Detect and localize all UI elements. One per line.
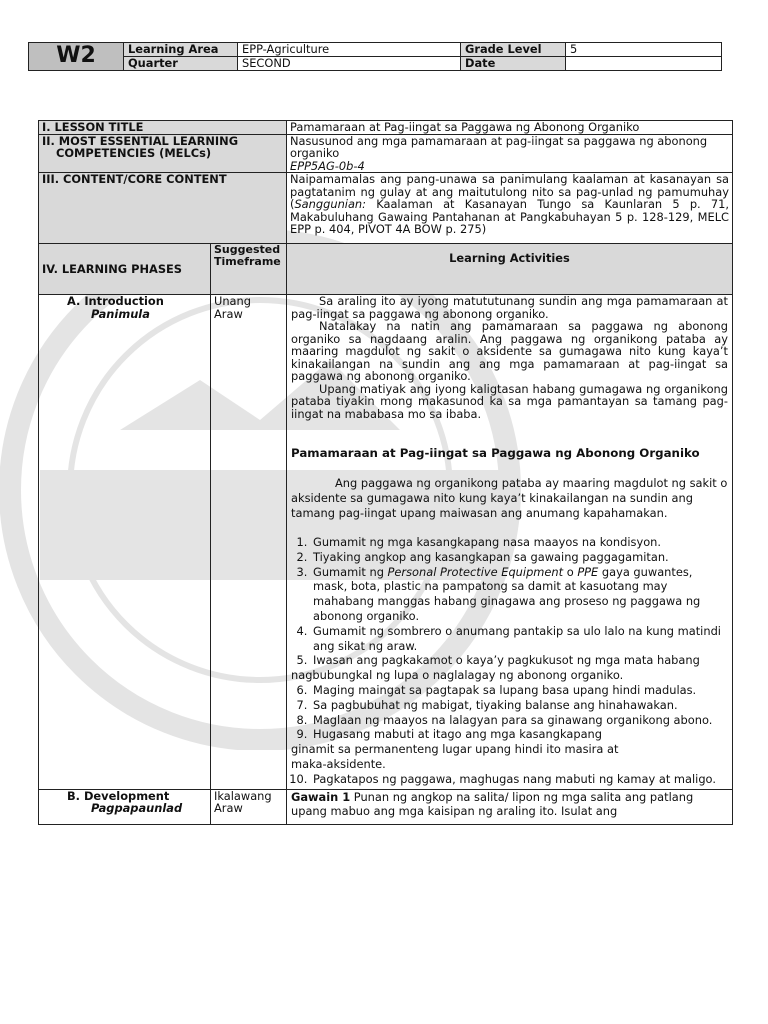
introduction-subtitle: Panimula (91, 306, 150, 321)
melc-value-cell (287, 134, 733, 173)
list-item: 6. Maging maingat sa pagtapak sa lupang basa upang hindi madulas. (311, 683, 728, 698)
list-item-5-continuation: nagbubungkal ng lupa o naglalagay ng abonong organiko. (291, 668, 624, 683)
development-phase (39, 789, 211, 824)
quarter-value: SECOND (238, 57, 461, 71)
list-item: 10. Pagkatapos ng paggawa, maghugas nang mabuti ng kamay at maligo. (311, 772, 728, 787)
content-text-a: Naipamamalas ang pang-unawa sa panimulang kaalaman at kasanayan sa pagtatanim ng gulay at ang maitutulong nito sa pag-unlad ng pamumuhay ( (290, 172, 729, 211)
lesson-title-value: Pamamaraan at Pag-iingat sa Paggawa ng Abonong Organiko (287, 121, 733, 135)
introduction-activities (287, 295, 733, 790)
content-source-label: Sanggunian: (294, 197, 366, 211)
precautions-list (291, 535, 728, 668)
development-subtitle: Pagpapaunlad (91, 801, 183, 816)
list-item-3-ppe: Personal Protective Equipment (387, 564, 564, 579)
list-item-9-continuation-b: maka-aksidente. (291, 756, 386, 771)
content-text-b: Kaalaman at Kasanayan Tungo sa Kaunlaran 5 p. 71, Makabuluhang Gawaing Pantahanan at Pangkabuhayan 5 p. 128-129, MELC EPP p. 404, PIVOT 4A BOW p. 275) (290, 197, 729, 236)
header-table (28, 42, 722, 71)
timeframe-label: Suggested Timeframe (211, 244, 287, 295)
list-item: 2. Tiyaking angkop ang kasangkapan sa gawaing paggagamitan. (311, 550, 728, 565)
grade-level-value: 5 (566, 43, 722, 57)
list-item: 5. Iwasan ang pagkakamot o kaya’y pagkukusot ng mga mata habang (311, 653, 728, 668)
list-item-9-continuation-a: ginamit sa permanenteng lugar upang hindi ito masira at (291, 742, 619, 757)
melc-label (39, 134, 287, 173)
melc-label-line2: COMPETENCIES (MELCs) (56, 146, 212, 160)
grade-level-label: Grade Level (461, 43, 566, 57)
development-timeframe: Ikalawang Araw (211, 789, 287, 824)
learning-phases-label: IV. LEARNING PHASES (39, 244, 211, 295)
quarter-label: Quarter (124, 57, 238, 71)
content-value (287, 173, 733, 244)
section-intro-paragraph: Ang paggawa ng organikong pataba ay maaring magdulot ng sakit o aksidente sa gumagawa nito kung kaya’t kinakailangan na sundin ang tamang pag-iingat upang maiwasan ang anumang kapahamakan. (291, 476, 728, 520)
learning-area-label: Learning Area (124, 43, 238, 57)
development-activities (287, 789, 733, 824)
melc-value: Nasusunod ang mga pamamaraan at pag-iingat sa paggawa ng abonong organiko (290, 133, 708, 160)
melc-label-line1: II. MOST ESSENTIAL LEARNING (42, 133, 239, 148)
precautions-list-continued (291, 683, 728, 742)
week-label: W2 (29, 43, 124, 71)
precautions-list-final (291, 772, 728, 787)
list-item: 1. Gumamit ng mga kasangkapang nasa maayos na kondisyon. (311, 535, 728, 550)
list-item: 9. Hugasang mabuti at itago ang mga kasangkapang (311, 727, 728, 742)
list-item: 4. Gumamit ng sombrero o anumang pantakip sa ulo lalo na kung matindi ang sikat ng araw. (311, 624, 728, 654)
list-item: 8. Maglaan ng maayos na lalagyan para sa ginawang organikong abono. (311, 713, 728, 728)
introduction-phase (39, 295, 211, 790)
intro-paragraph-1: Sa araling ito ay iyong matututunang sundin ang mga pamamaraan at pag-iingat sa paggawa ng abonong organiko. (291, 294, 728, 321)
list-item-3-ppe-abbr: PPE (577, 564, 599, 579)
list-item-3a: Gumamit ng (313, 564, 388, 579)
gawain-text: Punan ng angkop na salita/ lipon ng mga salita ang patlang upang mabuo ang mga kaisipan ng araling ito. Isulat ang (291, 789, 694, 819)
development-title: B. Development (67, 788, 170, 803)
list-item-3c: gaya guwantes, mask, bota, plastic na pampatong sa damit at kasuotang may mahabang manggas habang ginagawa ang proseso ng paggawa ng abonong organiko. (313, 564, 701, 623)
content-label: III. CONTENT/CORE CONTENT (39, 173, 287, 244)
section-subtitle: Pamamaraan at Pag-iingat sa Paggawa ng Abonong Organiko (291, 446, 700, 460)
list-item-3b: o (563, 564, 578, 579)
list-item (311, 565, 728, 624)
list-item: 7. Sa pagbubuhat ng mabigat, tiyaking balanse ang hinahawakan. (311, 698, 728, 713)
lesson-title-label: I. LESSON TITLE (39, 121, 287, 135)
learning-area-value: EPP-Agriculture (238, 43, 461, 57)
melc-code: EPP5AG-0b-4 (290, 158, 365, 173)
lesson-table (38, 120, 733, 825)
gawain-label: Gawain 1 (291, 789, 351, 804)
date-value (566, 57, 722, 71)
intro-paragraph-3: Upang matiyak ang iyong kaligtasan habang gumagawa ng organikong pataba tiyakin mong makasunod ka sa mga pamantayan sa tamang pag-iingat na mababasa mo sa ibaba. (291, 381, 728, 421)
intro-paragraph-2: Natalakay na natin ang pamamaraan sa paggawa ng abonong organiko sa nagdaang aralin. Ang paggawa ng organikong pataba ay maaring magdulot ng sakit o aksidente sa gumagawa nito kung kaya’t kinakailangan na sundin ang ang mga pamamaraan at pag-iingat sa paggawa ng abonong organiko. (291, 319, 728, 383)
introduction-title: A. Introduction (67, 294, 164, 308)
learning-activities-label: Learning Activities (287, 244, 733, 295)
date-label: Date (461, 57, 566, 71)
introduction-timeframe: Unang Araw (211, 295, 287, 790)
